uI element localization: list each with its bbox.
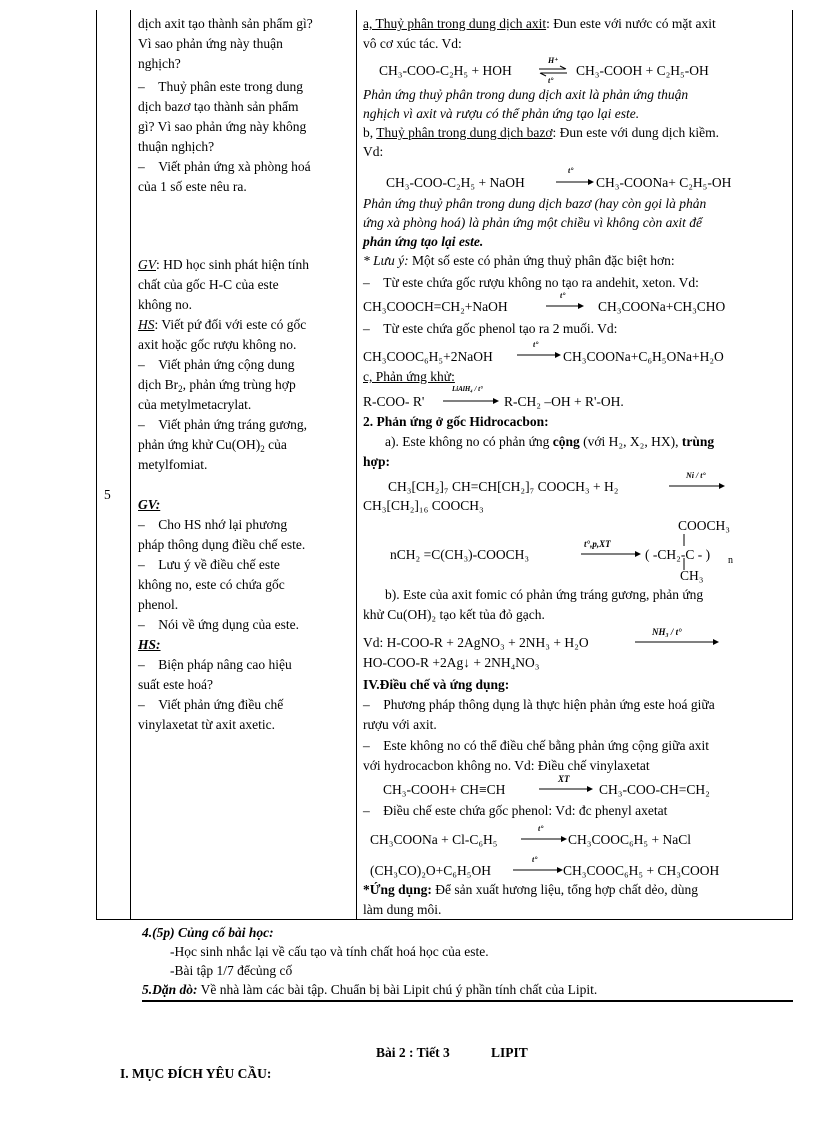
polymer-branch: COOCH₃ xyxy=(678,518,730,533)
emphasis: *Ứng dụng: xyxy=(363,882,432,897)
left-text: – Lưu ý về điều chế este xyxy=(138,557,280,572)
left-text: chất của gốc H-C của este xyxy=(138,277,279,292)
right-text: Phương pháp thông dụng là thực hiện phản ứng este hoá giữa xyxy=(383,697,715,712)
left-text: dịch axit tạo thành sản phẩm gì? xyxy=(138,16,313,31)
left-text: – Viết phản ứng điều chế xyxy=(138,697,284,712)
arrow-icon xyxy=(634,637,720,647)
left-text: : Viết pứ đối với este có gốc xyxy=(154,317,307,332)
right-text: – Phương pháp thông dụng là thực hiện phản ứng este hoá giữa xyxy=(363,697,715,712)
arrow-label: t° xyxy=(560,291,566,300)
arrow-label: Ni / t° xyxy=(686,471,706,480)
left-text: dịch bazơ tạo thành sản phẩm xyxy=(138,99,299,114)
right-text xyxy=(363,16,716,32)
lesson-name: LIPIT xyxy=(491,1045,528,1060)
equation-rhs: CH₃COOC₆H₅ + NaCl xyxy=(568,832,691,847)
left-text: phản ứng khử Cu(OH) xyxy=(138,437,261,452)
arrow-icon xyxy=(545,301,585,311)
table-divider-2 xyxy=(356,10,357,920)
left-text: Vì sao phản ứng này thuận xyxy=(138,36,283,51)
heading: c, Phản ứng khử: xyxy=(363,369,455,384)
body-text: -Bài tập 1/7 đểcủng cố xyxy=(170,963,293,978)
left-text: metylfomiat. xyxy=(138,457,208,472)
right-text: làm dung môi. xyxy=(363,902,442,917)
equation-rhs: R-CH₂ –OH + R'-OH. xyxy=(504,394,624,409)
left-text: Cho HS nhớ lại phương xyxy=(158,517,288,532)
left-text: Lưu ý về điều chế este xyxy=(158,557,280,572)
equation-rhs: CH₃-COO-CH=CH₂ xyxy=(599,782,710,797)
section-heading: I. MỤC ĐÍCH YÊU CẦU: xyxy=(120,1066,272,1081)
left-text: Viết phản ứng tráng gương, xyxy=(158,417,308,432)
arrow-icon xyxy=(520,834,568,844)
equation-rhs: CH₃-COONa+ C₂H₅-OH xyxy=(596,175,732,190)
right-text: Từ este chứa gốc rượu không no tạo ra andehit, xeton. Vd: xyxy=(383,275,699,290)
lesson-title: Bài 2 : Tiết 3 xyxy=(376,1045,450,1060)
equation-lhs: CH₃COOCH=CH₂+NaOH xyxy=(363,299,508,314)
equation-rhs: CH₃COONa+CH₃CHO xyxy=(598,299,726,314)
arrow-icon xyxy=(538,784,594,794)
right-text: – Este không no có thể điều chế bằng phản ứng cộng giữa axit xyxy=(363,738,710,753)
right-text: rượu với axit. xyxy=(363,717,437,732)
section-heading: IV.Điều chế và ứng dụng: xyxy=(363,677,510,692)
arrow-icon xyxy=(555,177,595,187)
left-text: Nói về ứng dụng của este. xyxy=(158,617,300,632)
emphasis: cộng xyxy=(552,434,580,449)
right-text xyxy=(385,434,714,450)
left-text: Thuỷ phân este trong dung xyxy=(158,79,303,94)
equation-lhs: CH₃COONa + Cl-C₆H₅ xyxy=(370,832,498,847)
equation-rhs: CH₃[CH₂]₁₆ COOCH₃ xyxy=(363,498,484,513)
right-text: Điều chế este chứa gốc phenol: Vd: đc phenyl axetat xyxy=(383,803,668,818)
right-text: Từ este chứa gốc phenol tạo ra 2 muối. Vd: xyxy=(383,321,618,336)
left-text: của xyxy=(264,437,287,452)
arrow-label: XT xyxy=(558,774,570,784)
equation-rhs: CH₃COOC₆H₅ + CH₃COOH xyxy=(563,863,720,878)
left-text: pháp thông dụng điều chế este. xyxy=(138,537,306,552)
right-text: : Đun este với nước có mặt axit xyxy=(546,16,716,31)
arrow-icon xyxy=(580,549,642,559)
left-text: dịch Br xyxy=(138,377,179,392)
arrow-icon xyxy=(516,350,562,360)
arrow-label: LiAlH₄ / t° xyxy=(452,385,483,393)
section-title: 4.(5p) Củng cố bài học: xyxy=(142,925,274,940)
arrow-label: t° xyxy=(548,76,554,85)
left-text: phenol. xyxy=(138,597,179,612)
right-text: Để sản xuất hương liệu, tổng hợp chất dẻo, dùng xyxy=(431,882,698,897)
right-text: a). Este không no có phản ứng xyxy=(385,434,553,449)
right-text: khử Cu(OH)₂ tạo kết tủa đỏ gạch. xyxy=(363,607,545,622)
right-text: : Đun este với dung dịch kiềm. xyxy=(552,125,719,140)
table-divider-1 xyxy=(130,10,131,920)
body-text: -Học sinh nhắc lại về cấu tạo và tính chất hoá học của este. xyxy=(170,944,489,959)
equation-rhs: HO-COO-R +2Ag↓ + 2NH₄NO₃ xyxy=(363,655,540,670)
polymer-branch: CH₃ xyxy=(680,568,704,583)
left-text: – Biện pháp nâng cao hiệu xyxy=(138,657,292,672)
right-text: Vd: xyxy=(363,144,384,159)
left-text: gì? Vì sao phản ứng này không xyxy=(138,119,307,134)
left-text xyxy=(138,257,309,273)
note-text: Phản ứng thuỷ phân trong dung dịch bazơ (hay còn gọi là phản xyxy=(363,196,707,211)
section-heading: 2. Phản ứng ở gốc Hidrocacbon: xyxy=(363,414,549,429)
right-text: – Từ este chứa gốc phenol tạo ra 2 muối. Vd: xyxy=(363,321,618,336)
row-number: 5 xyxy=(104,487,111,502)
note-text xyxy=(363,106,639,122)
body-text xyxy=(142,982,597,998)
left-text xyxy=(138,317,306,333)
left-text: của metylmetacrylat. xyxy=(138,397,252,412)
equation-lhs: nCH₂ =C(CH₃)-COOCH₃ xyxy=(390,547,530,562)
left-text: – Viết phản ứng tráng gương, xyxy=(138,417,308,432)
left-text: không no, este có chứa gốc xyxy=(138,577,285,592)
left-text: Viết phản ứng xà phòng hoá xyxy=(158,159,311,174)
right-text: vô cơ xúc tác. Vd: xyxy=(363,36,462,51)
left-text: : HD học sinh phát hiện tính xyxy=(156,257,309,272)
right-text: Este không no có thể điều chế bằng phản ứng cộng giữa axit xyxy=(383,738,710,753)
left-text: thuận nghịch? xyxy=(138,139,215,154)
equation-rhs: CH₃COONa+C₆H₅ONa+H₂O xyxy=(563,349,724,364)
gv-label: GV xyxy=(138,257,156,272)
right-text: b). Este của axit fomic có phản ứng tráng gương, phản ứng xyxy=(385,587,704,602)
left-text: – Viết phản ứng xà phòng hoá xyxy=(138,159,311,174)
table-border-right xyxy=(792,10,793,920)
left-text: vinylaxetat từ axit axetic. xyxy=(138,717,276,732)
left-text: phản ứng khử $Cu(OH)_2$ của xyxy=(138,437,287,454)
heading: a, Thuỷ phân trong dung dịch axit xyxy=(363,16,547,31)
left-text: axit hoặc gốc rượu không no. xyxy=(138,337,297,352)
arrow-label: t° xyxy=(568,166,574,175)
left-text: Biện pháp nâng cao hiệu xyxy=(158,657,292,672)
divider xyxy=(142,1000,793,1002)
note-text: Phản ứng thuỷ phân trong dung dịch axit là phản ứng thuận xyxy=(363,87,689,102)
left-text: nghịch? xyxy=(138,56,181,71)
arrow-icon xyxy=(512,865,564,875)
arrow-label: t° xyxy=(532,855,538,864)
equation-rhs: CH₃-COOH + C₂H₅-OH xyxy=(576,63,709,78)
equation-lhs: CH₃[CH₂]₇ CH=CH[CH₂]₇ COOCH₃ + H₂ xyxy=(388,479,619,494)
heading: Thuỷ phân trong dung dịch bazơ xyxy=(376,125,553,140)
note-label: * Lưu ý: xyxy=(363,253,409,268)
arrow-label: H⁺ xyxy=(548,56,559,65)
left-text: không no. xyxy=(138,297,192,312)
equation-rhs: ( -CH₂-C - ) xyxy=(645,547,711,562)
equation-lhs: R-COO- R' xyxy=(363,394,425,409)
equation-lhs: CH₃COOC₆H₅+2NaOH xyxy=(363,349,493,364)
right-text: Một số este có phản ứng thuỷ phân đặc biệt hơn: xyxy=(408,253,675,268)
equation-lhs: CH₃-COO-C₂H₅ + HOH xyxy=(379,63,512,78)
hs-label: HS xyxy=(138,317,155,332)
left-text: – Nói về ứng dụng của este. xyxy=(138,617,300,632)
hs-label: HS: xyxy=(138,637,161,652)
arrow-label: t°,p,XT xyxy=(584,539,611,549)
polymer-index: n xyxy=(728,555,733,566)
note-text: ứng xà phòng hoá) là phản ứng một chiều vì không còn axit để xyxy=(363,215,703,230)
equation-lhs: Vd: H-COO-R + 2AgNO₃ + 2NH₃ + H₂O xyxy=(363,635,589,650)
left-text: suất este hoá? xyxy=(138,677,213,692)
arrow-label: t° xyxy=(533,340,539,349)
note-text: phản ứng tạo lại este. xyxy=(363,234,484,249)
note-text: nghịch vì axit và rượu có thể phản ứng tạo lại este. xyxy=(363,106,640,121)
left-text: Viết phản ứng cộng dung xyxy=(158,357,295,372)
equation-lhs: (CH₃CO)₂O+C₆H₅OH xyxy=(370,863,491,878)
right-text: – Điều chế este chứa gốc phenol: Vd: đc phenyl axetat xyxy=(363,803,668,818)
right-text: b, xyxy=(363,125,377,140)
emphasis: trùng xyxy=(681,434,715,449)
body-text: Về nhà làm các bài tập. Chuẩn bị bài Lipit chú ý phần tính chất của Lipit. xyxy=(197,982,598,997)
gv-label: GV: xyxy=(138,497,161,512)
right-text: với hydrocacbon không no. Vd: Điều chế vinylaxetat xyxy=(363,758,650,773)
left-text: Viết phản ứng điều chế xyxy=(158,697,284,712)
left-text: , phản ứng trùng hợp xyxy=(182,377,296,392)
right-text xyxy=(363,882,698,898)
left-text: dịch $Br_2$, phản ứng trùng hợp xyxy=(138,377,296,394)
bond-line xyxy=(682,532,686,572)
right-text xyxy=(363,253,675,269)
table-border-left xyxy=(96,10,97,920)
arrow-icon xyxy=(668,481,726,491)
arrow-icon xyxy=(442,396,500,406)
left-text: – Cho HS nhớ lại phương xyxy=(138,517,288,532)
right-text: – Từ este chứa gốc rượu không no tạo ra andehit, xeton. Vd: xyxy=(363,275,699,290)
arrow-label: NH₃ / t° xyxy=(652,627,682,637)
table-border-bottom xyxy=(96,919,793,920)
equation-lhs: CH₃-COOH+ CH≡CH xyxy=(383,782,506,797)
section-title: 5.Dặn dò: xyxy=(142,982,198,997)
emphasis: hợp: xyxy=(363,454,390,469)
left-text: – Thuỷ phân este trong dung xyxy=(138,79,303,94)
equation-lhs: CH₃-COO-C₂H₅ + NaOH xyxy=(386,175,525,190)
arrow-label: t° xyxy=(538,824,544,833)
right-text xyxy=(363,125,719,141)
left-text: của 1 số este nêu ra. xyxy=(138,179,247,194)
right-text: (với H₂, X₂, HX), xyxy=(579,434,682,449)
left-text: – Viết phản ứng cộng dung xyxy=(138,357,295,372)
